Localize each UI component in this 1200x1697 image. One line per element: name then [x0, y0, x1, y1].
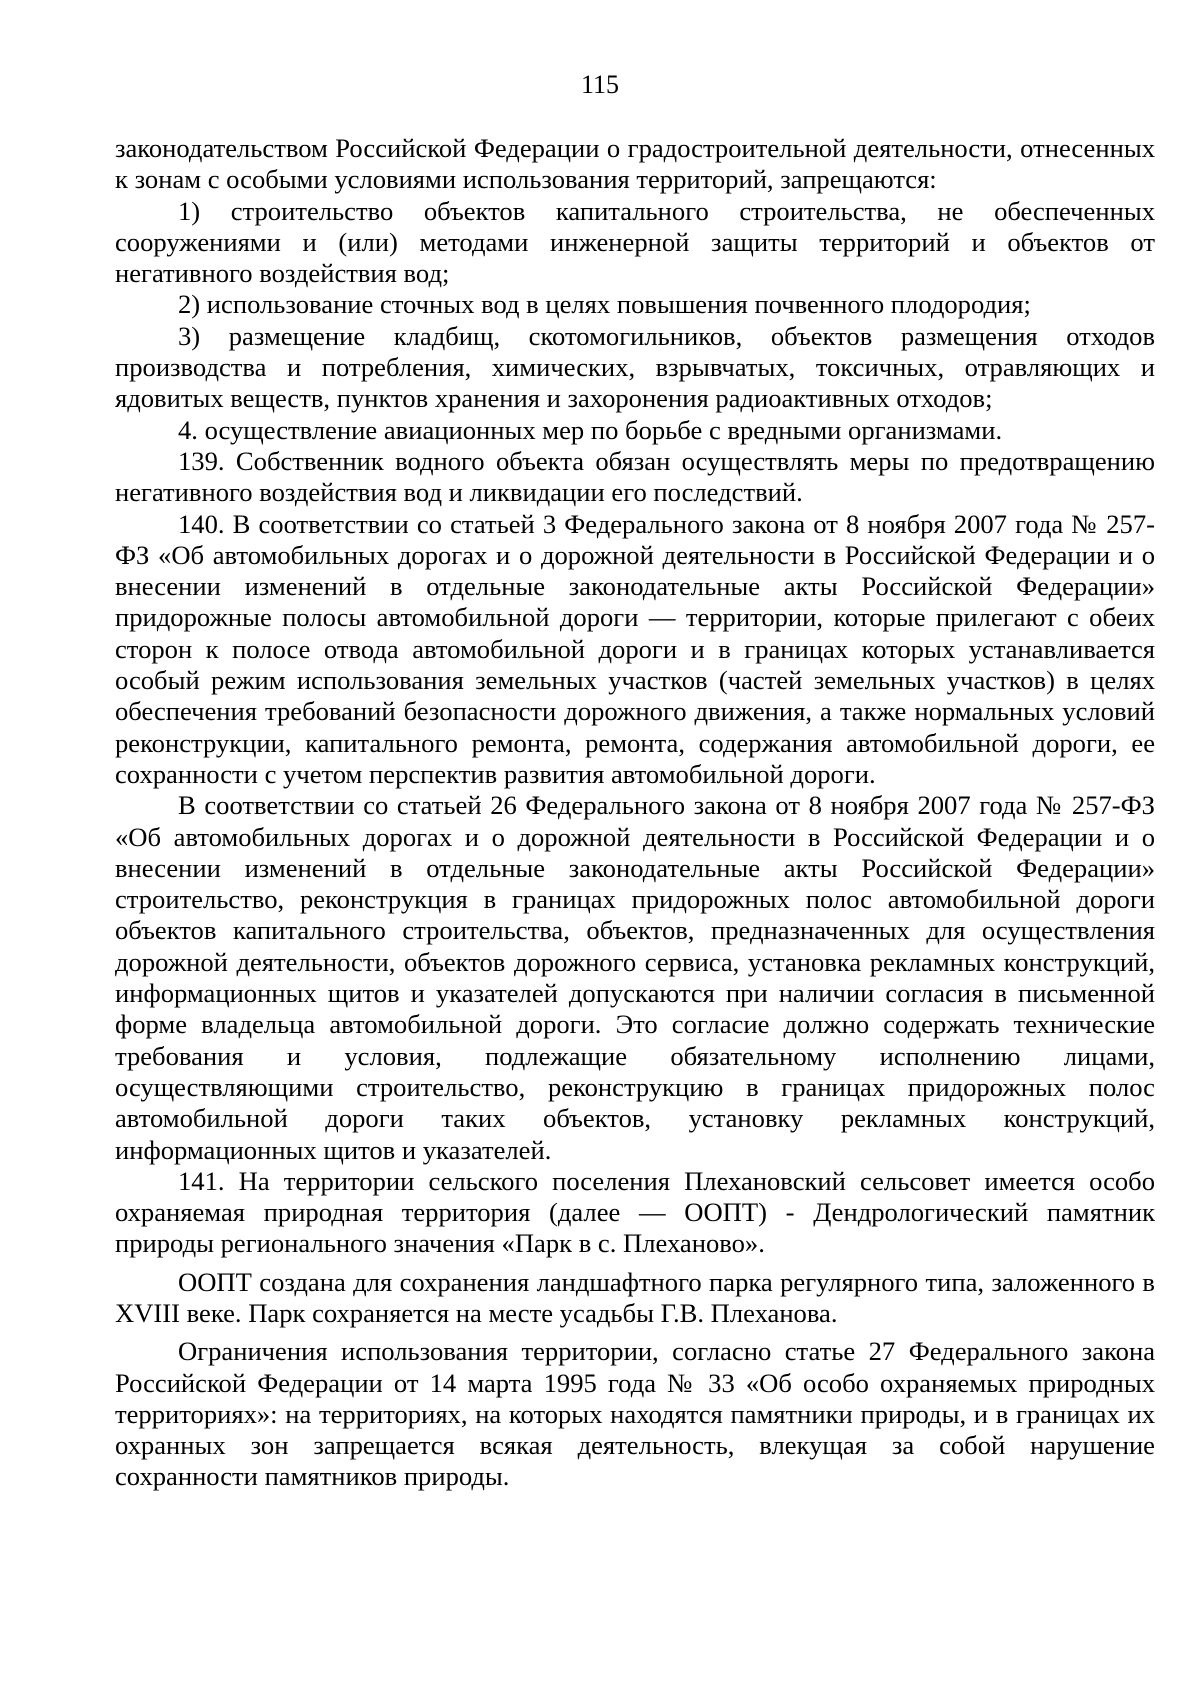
document-body — [115, 133, 1155, 1493]
paragraph-restrictions: Ограничения использования территории, согласно статье 27 Федерального закона Российской Федерации от 14 марта 1995 года № 33 «Об особо охраняемых природных территориях»: на территориях, на которых находятся памятники природы, и в границах их охранных зон запрещается всякая деятельность, влекущая за собой нарушение сохранности памятников природы. — [115, 1336, 1155, 1492]
list-item-4: 4. осуществление авиационных мер по борьбе с вредными организмами. — [178, 414, 1003, 445]
paragraph-oopt-purpose: ООПТ создана для сохранения ландшафтного парка регулярного типа, заложенного в XVIII веке. Парк сохраняется на месте усадьбы Г.В. Плеханова. — [115, 1266, 1155, 1328]
paragraph-article-26: В соответствии со статьей 26 Федерального закона от 8 ноября 2007 года № 257-ФЗ «Об автомобильных дорогах и о дорожной деятельности в Российской Федерации и о внесении изменений в отдельные законодательные акты Российской Федерации» строительство, реконструкция в границах придорожных полос автомобильной дороги объектов капитального строительства, объектов, предназначенных для осуществления дорожной деятельности, объектов дорожного сервиса, установка рекламных конструкций, информационных щитов и указателей допускаются при наличии согласия в письменной форме владельца автомобильной дороги. Это согласие должно содержать технические требования и условия, подлежащие обязательному исполнению лицами, осуществляющими строительство, реконструкцию в границах придорожных полос автомобильной дороги таких объектов, установку рекламных конструкций, информационных щитов и указателей. — [115, 790, 1155, 1165]
clause-139: 139. Собственник водного объекта обязан осуществлять меры по предотвращению негативного воздействия вод и ликвидации его последствий. — [115, 445, 1155, 508]
clause-140: 140. В соответствии со статьей 3 Федерального закона от 8 ноября 2007 года № 257-ФЗ «Об автомобильных дорогах и о дорожной деятельности в Российской Федерации и о внесении изменений в отдельные законодательные акты Российской Федерации» придорожные полосы автомобильной дороги — территории, которые прилегают с обеих сторон к полосе отвода автомобильной дороги и в границах которых устанавливается особый режим использования земельных участков (частей земельных участков) в целях обеспечения требований безопасности дорожного движения, а также нормальных условий реконструкции, капитального ремонта, ремонта, содержания автомобильной дороги, ее сохранности с учетом перспектив развития автомобильной дороги. — [115, 508, 1155, 789]
list-item-1: 1) строительство объектов капитального строительства, не обеспеченных сооружениями и (или) методами инженерной защиты территорий и объектов от негативного воздействия вод; — [115, 195, 1155, 289]
page-number: 115 — [580, 70, 620, 99]
list-item-2: 2) использование сточных вод в целях повышения почвенного плодородия; — [178, 289, 1031, 320]
list-item-3: 3) размещение кладбищ, скотомогильников, объектов размещения отходов производства и потребления, химических, взрывчатых, токсичных, отравляющих и ядовитых веществ, пунктов хранения и захоронения радиоактивных отходов; — [115, 320, 1155, 414]
clause-141: 141. На территории сельского поселения Плехановский сельсовет имеется особо охраняемая природная территория (далее — ООПТ) - Дендрологический памятник природы регионального значения «Парк в с. Плеханово». — [115, 1165, 1155, 1259]
paragraph-continuation: законодательством Российской Федерации о градостроительной деятельности, отнесенных к зонам с особыми условиями использования территорий, запрещаются: — [115, 133, 1155, 195]
